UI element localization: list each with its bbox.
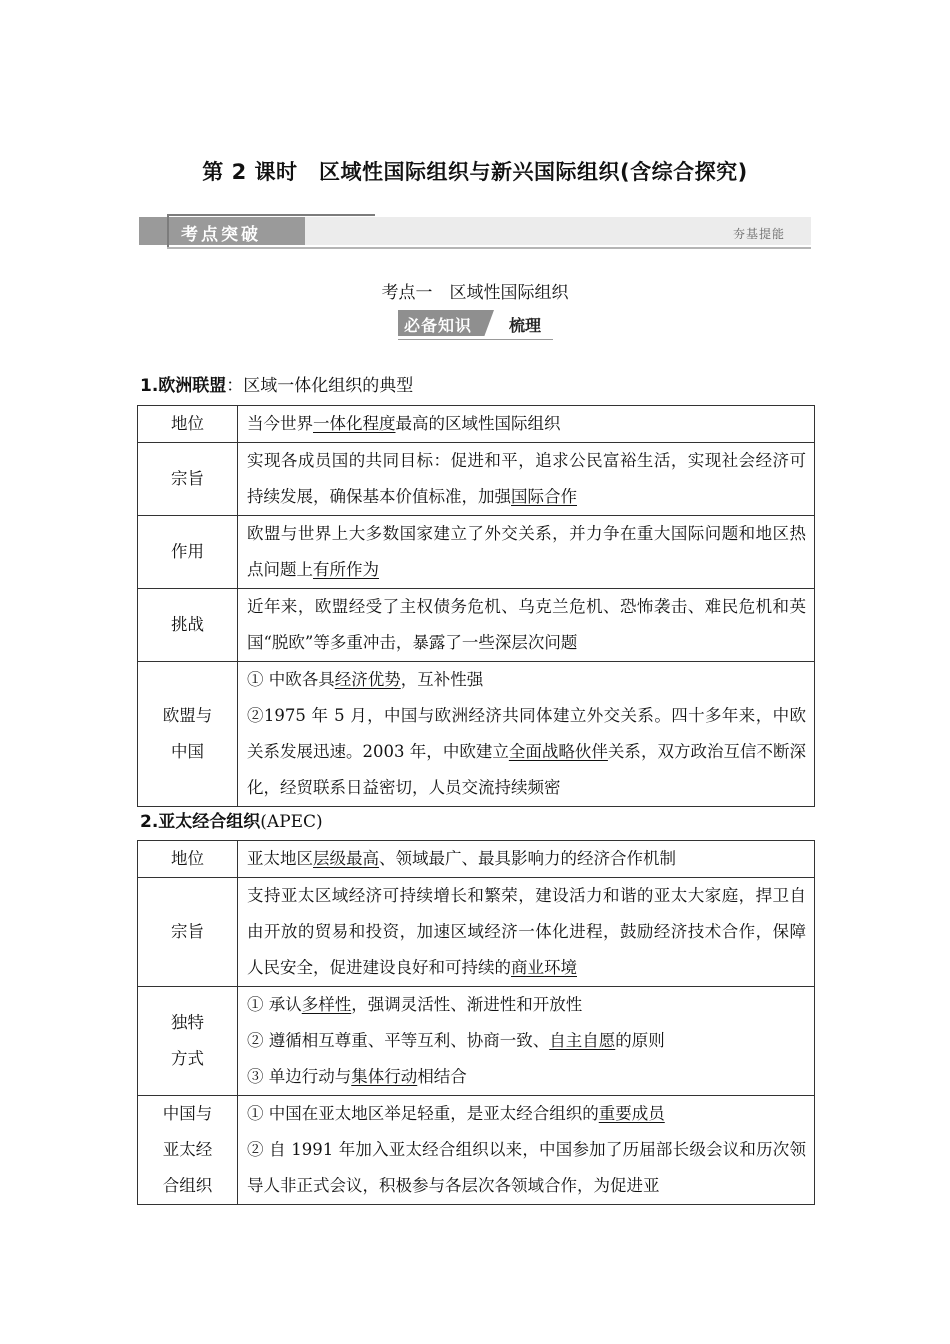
row-content: ① 中欧各具经济优势，互补性强 ②1975 年 5 月，中国与欧洲经济共同体建立外交关系。四十多年来，中欧关系发展迅速。2003 年，中欧建立全面战略伙伴关系，双方政治互信不断深化，经贸联系日益密切，人员交流持续频密 xyxy=(238,662,815,807)
row-label: 中国与 亚太经 合组织 xyxy=(138,1096,238,1205)
row-content: 实现各成员国的共同目标：促进和平，追求公民富裕生活，实现社会经济可持续发展，确保基本价值标准，加强国际合作 xyxy=(238,443,815,516)
row-content: 当今世界一体化程度最高的区域性国际组织 xyxy=(238,406,815,443)
row-label: 独特 方式 xyxy=(138,987,238,1096)
row-content: 欧盟与世界上大多数国家建立了外交关系，并力争在重大国际问题和地区热点问题上有所作为 xyxy=(238,516,815,589)
section-title: 考点一 区域性国际组织 xyxy=(381,283,569,303)
apec-table xyxy=(137,840,815,1205)
row-label: 欧盟与 中国 xyxy=(138,662,238,807)
row-content: 近年来，欧盟经受了主权债务危机、乌克兰危机、恐怖袭击、难民危机和英国“脱欧”等多重冲击，暴露了一些深层次问题 xyxy=(238,589,815,662)
table-row xyxy=(138,841,815,878)
badge-dark-text: 必备知识 xyxy=(404,316,473,335)
eu-table xyxy=(137,405,815,807)
badge-light-text: 梳理 xyxy=(509,316,542,335)
row-content: ① 承认多样性，强调灵活性、渐进性和开放性 ② 遵循相互尊重、平等互利、协商一致、自主自愿的原则 ③ 单边行动与集体行动相结合 xyxy=(238,987,815,1096)
row-content: 亚太地区层级最高、领域最广、最具影响力的经济合作机制 xyxy=(238,841,815,878)
knowledge-badge xyxy=(398,310,553,340)
table-row xyxy=(138,589,815,662)
table-row xyxy=(138,406,815,443)
banner-right-label: 夯基提能 xyxy=(732,227,785,241)
apec-heading: 2.亚太经合组织(APEC) xyxy=(140,812,323,832)
table-row xyxy=(138,662,815,807)
row-content: ① 中国在亚太地区举足轻重，是亚太经合组织的重要成员 ② 自 1991 年加入亚太经合组织以来，中国参加了历届部长级会议和历次领导人非正式会议，积极参与各层次各领域合作，为促进亚 xyxy=(238,1096,815,1205)
table-row xyxy=(138,878,815,987)
table-row xyxy=(138,516,815,589)
banner-label: 考点突破 xyxy=(181,225,261,245)
row-label: 作用 xyxy=(138,516,238,589)
row-label: 宗旨 xyxy=(138,878,238,987)
page-title: 第 2 课时 区域性国际组织与新兴国际组织(含综合探究) xyxy=(202,160,748,184)
table-row xyxy=(138,1096,815,1205)
row-label: 宗旨 xyxy=(138,443,238,516)
row-label: 地位 xyxy=(138,841,238,878)
row-label: 挑战 xyxy=(138,589,238,662)
table-row xyxy=(138,443,815,516)
section-banner xyxy=(139,214,811,250)
row-label: 地位 xyxy=(138,406,238,443)
eu-heading: 1.欧洲联盟：区域一体化组织的典型 xyxy=(140,376,414,396)
row-content: 支持亚太区域经济可持续增长和繁荣，建设活力和谐的亚太大家庭，捍卫自由开放的贸易和投资，加速区域经济一体化进程，鼓励经济技术合作，保障人民安全，促进建设良好和可持续的商业环境 xyxy=(238,878,815,987)
table-row xyxy=(138,987,815,1096)
